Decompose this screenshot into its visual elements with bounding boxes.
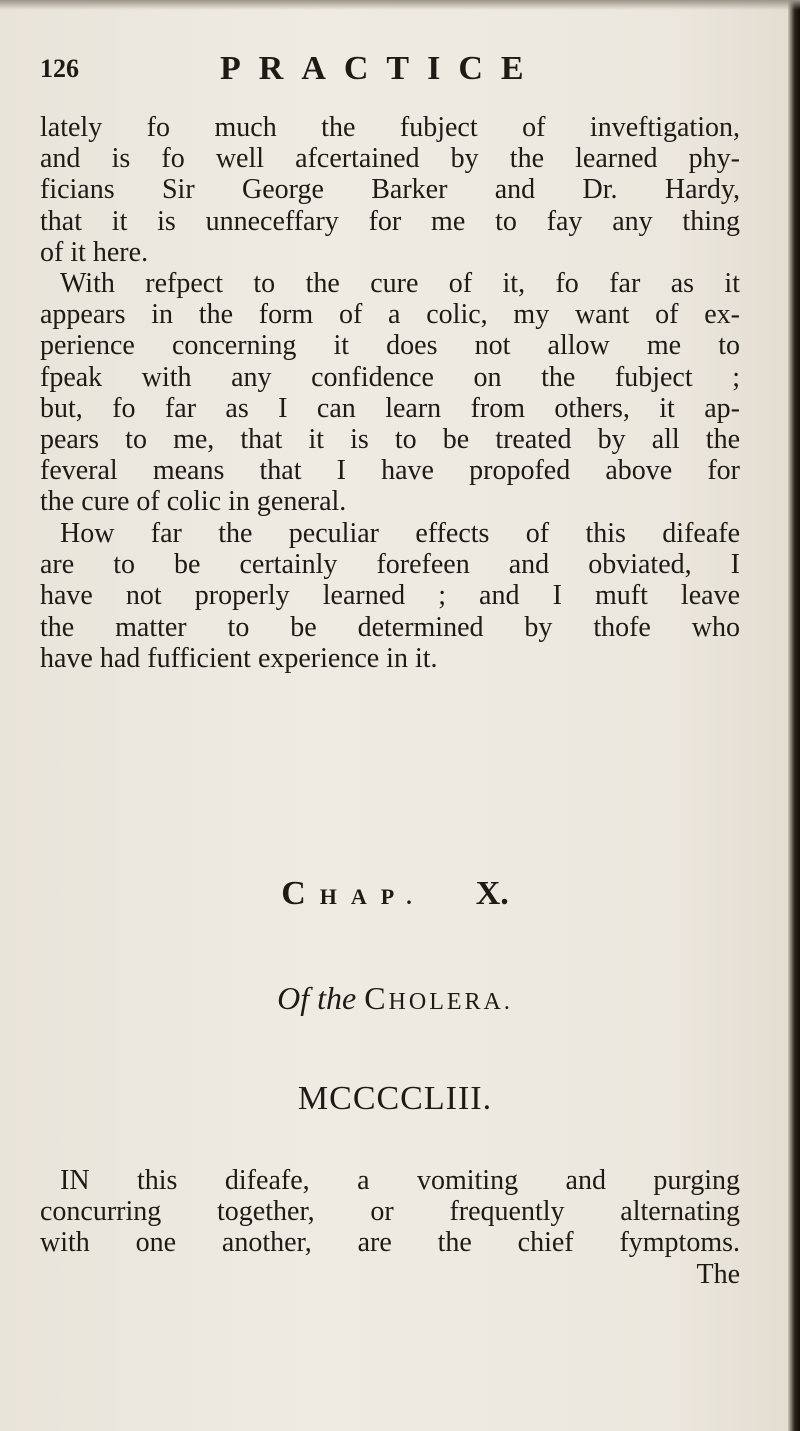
text-line: have had fufficient experience in it.	[40, 642, 438, 674]
subtitle-rest: HOLERA.	[388, 989, 513, 1015]
text-line: perience concerning it does not allow me to	[40, 330, 740, 362]
text-line: appears in the form of a colic, my want of ex-	[40, 299, 740, 331]
chapter-word-initial: C	[281, 875, 320, 912]
text-line: the matter to be determined by thofe who	[40, 611, 740, 643]
subtitle-prefix: Of the	[277, 980, 357, 1016]
catchword: The	[696, 1258, 740, 1290]
text-line: the cure of colic in general.	[40, 486, 347, 518]
text-line: IN this difeafe, a vomiting and purging	[60, 1165, 740, 1196]
text-line: How far the peculiar effects of this difeafe	[60, 518, 740, 549]
text-line: With refpect to the cure of it, fo far as it	[60, 268, 740, 299]
text-line: with one another, are the chief fymptoms.	[40, 1227, 740, 1259]
text-line: of it here.	[40, 236, 149, 268]
paragraph-3	[40, 518, 740, 674]
paragraph-1	[40, 112, 740, 268]
chapter-subtitle	[0, 980, 790, 1017]
chapter-word-rest: HAP.	[319, 884, 426, 909]
text-line: pears to me, that it is to be treated by all the	[40, 424, 740, 456]
running-head	[40, 50, 760, 90]
subtitle-initial: C	[364, 980, 389, 1016]
section-number: MCCCCLIII.	[297, 1080, 493, 1117]
text-line: concurring together, or frequently alternating	[40, 1196, 740, 1228]
paragraph-2	[40, 268, 740, 518]
text-line: lately fo much the fubject of inveftigation,	[40, 112, 740, 143]
chapter-word	[281, 875, 425, 912]
chapter-heading	[0, 875, 790, 913]
running-title: PRACTICE	[220, 50, 542, 87]
chapter-number: X.	[475, 875, 509, 912]
text-line: and is fo well afcertained by the learned phy-	[40, 143, 740, 175]
text-line: have not properly learned ; and I muft leave	[40, 580, 740, 612]
page-number: 126	[40, 54, 79, 83]
text-line: feveral means that I have propofed above for	[40, 455, 740, 487]
text-line: are to be certainly forefeen and obviated, I	[40, 549, 740, 581]
page-binding-edge	[788, 0, 800, 1431]
paragraph-4	[40, 1165, 740, 1290]
text-line: that it is unneceffary for me to fay any thing	[40, 205, 740, 237]
text-line: but, fo far as I can learn from others, it ap-	[40, 392, 740, 424]
text-line: fpeak with any confidence on the fubject ;	[40, 361, 740, 393]
page-top-shadow	[0, 0, 800, 10]
text-line: ficians Sir George Barker and Dr. Hardy,	[40, 174, 740, 206]
subtitle-topic	[364, 980, 513, 1016]
